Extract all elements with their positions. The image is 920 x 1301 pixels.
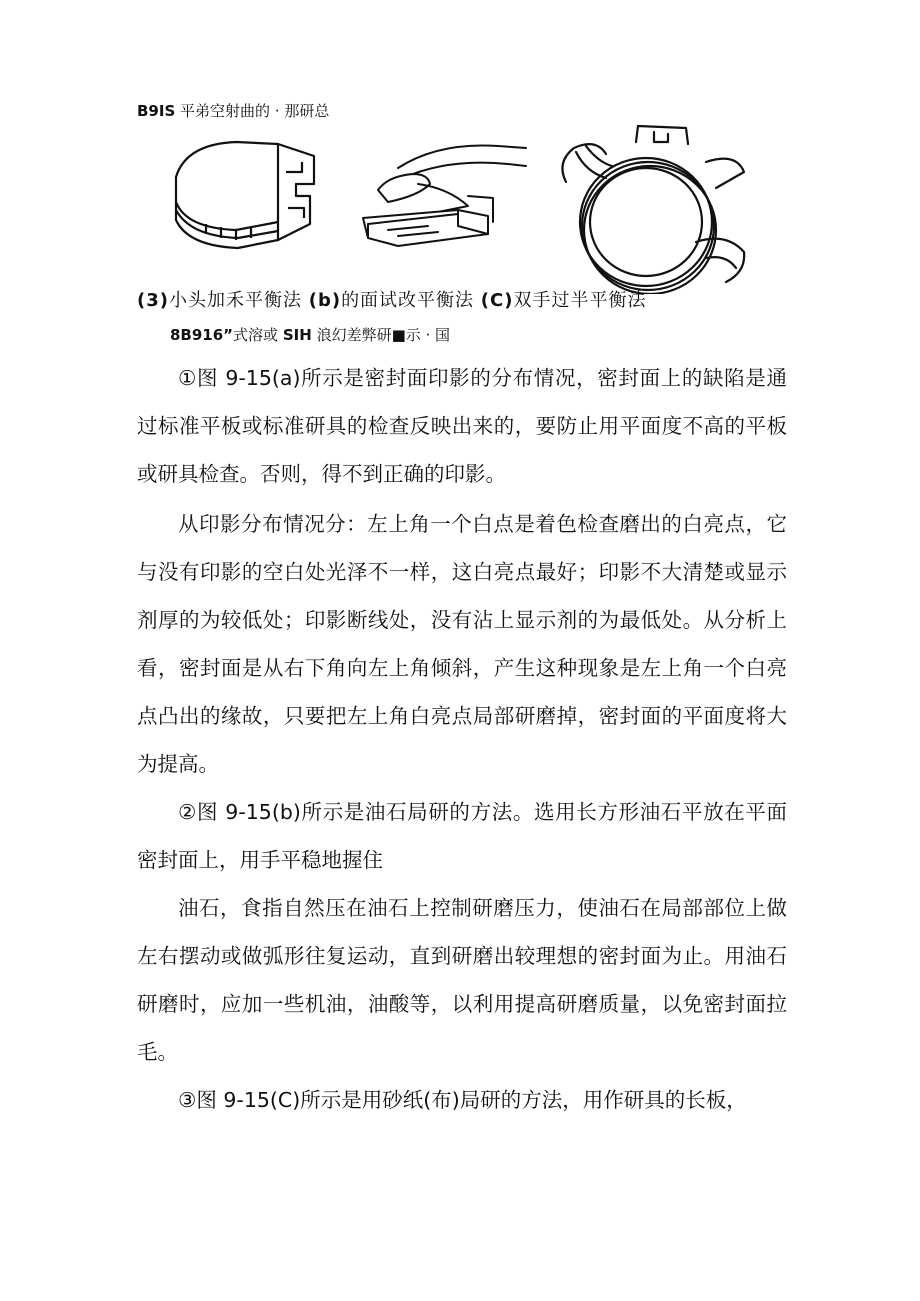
caption-a-text: 小头加禾平衡法 [168,290,302,311]
caption-b-label: (b) [308,290,342,311]
figure-title [137,100,329,122]
illustration-a [166,132,326,262]
figure-title-code: B9IS [137,102,176,120]
paragraph-2: 从印影分布情况分：左上角一个白点是着色检查磨出的白亮点，它与没有印影的空白处光泽不一样，这白亮点最好；印影不大清楚或显示剂厚的为较低处；印影断线处，没有沾上显示剂的为最低处。从分析上看，密封面是从右下角向左上角倾斜，产生这种现象是左上角一个白亮点凸出的缘故，只要把左上角白亮点局部研磨掉，密封面的平面度将大为提高。 [137,512,787,776]
figure-title-text: 平弟空射曲的 · 那研总 [180,102,330,120]
figure-sub-text: 式溶或 [233,326,279,344]
paragraph-5: ③图 9-15(C)所示是用砂纸(布)局研的方法，用作研具的长板， [178,1088,747,1112]
caption-c-text: 双手过半平衡法 [513,290,647,311]
caption-c-label: (C) [480,290,514,311]
figure-sub-text2: 浪幻差弊研■示 · 国 [316,326,451,344]
figure-subtitle [170,324,450,346]
caption-a-label: (3) [137,290,169,311]
figure-caption [137,287,646,315]
figure-sub-code2: SIH [282,326,312,344]
paragraph-4: 油石，食指自然压在油石上控制研磨压力，使油石在局部部位上做左右摆动或做弧形往复运动，直到研磨出较理想的密封面为止。用油石研磨时，应加一些机油，油酸等，以利用提高研磨质量，以免密封面拉毛。 [137,896,787,1064]
figure-illustrations [158,122,758,294]
illustration-b [358,138,528,258]
paragraph-1: ①图 9-15(a)所示是密封面印影的分布情况，密封面上的缺陷是通过标准平板或标准研具的检查反映出来的，要防止用平面度不高的平板或研具检查。否则，得不到正确的印影。 [137,366,787,486]
figure-sub-code: 8B916” [170,326,234,344]
illustration-c [546,122,756,294]
caption-b-text: 的面试改平衡法 [341,290,475,311]
paragraph-3: ②图 9-15(b)所示是油石局研的方法。选用长方形油石平放在平面密封面上，用手平稳地握住 [137,800,787,872]
